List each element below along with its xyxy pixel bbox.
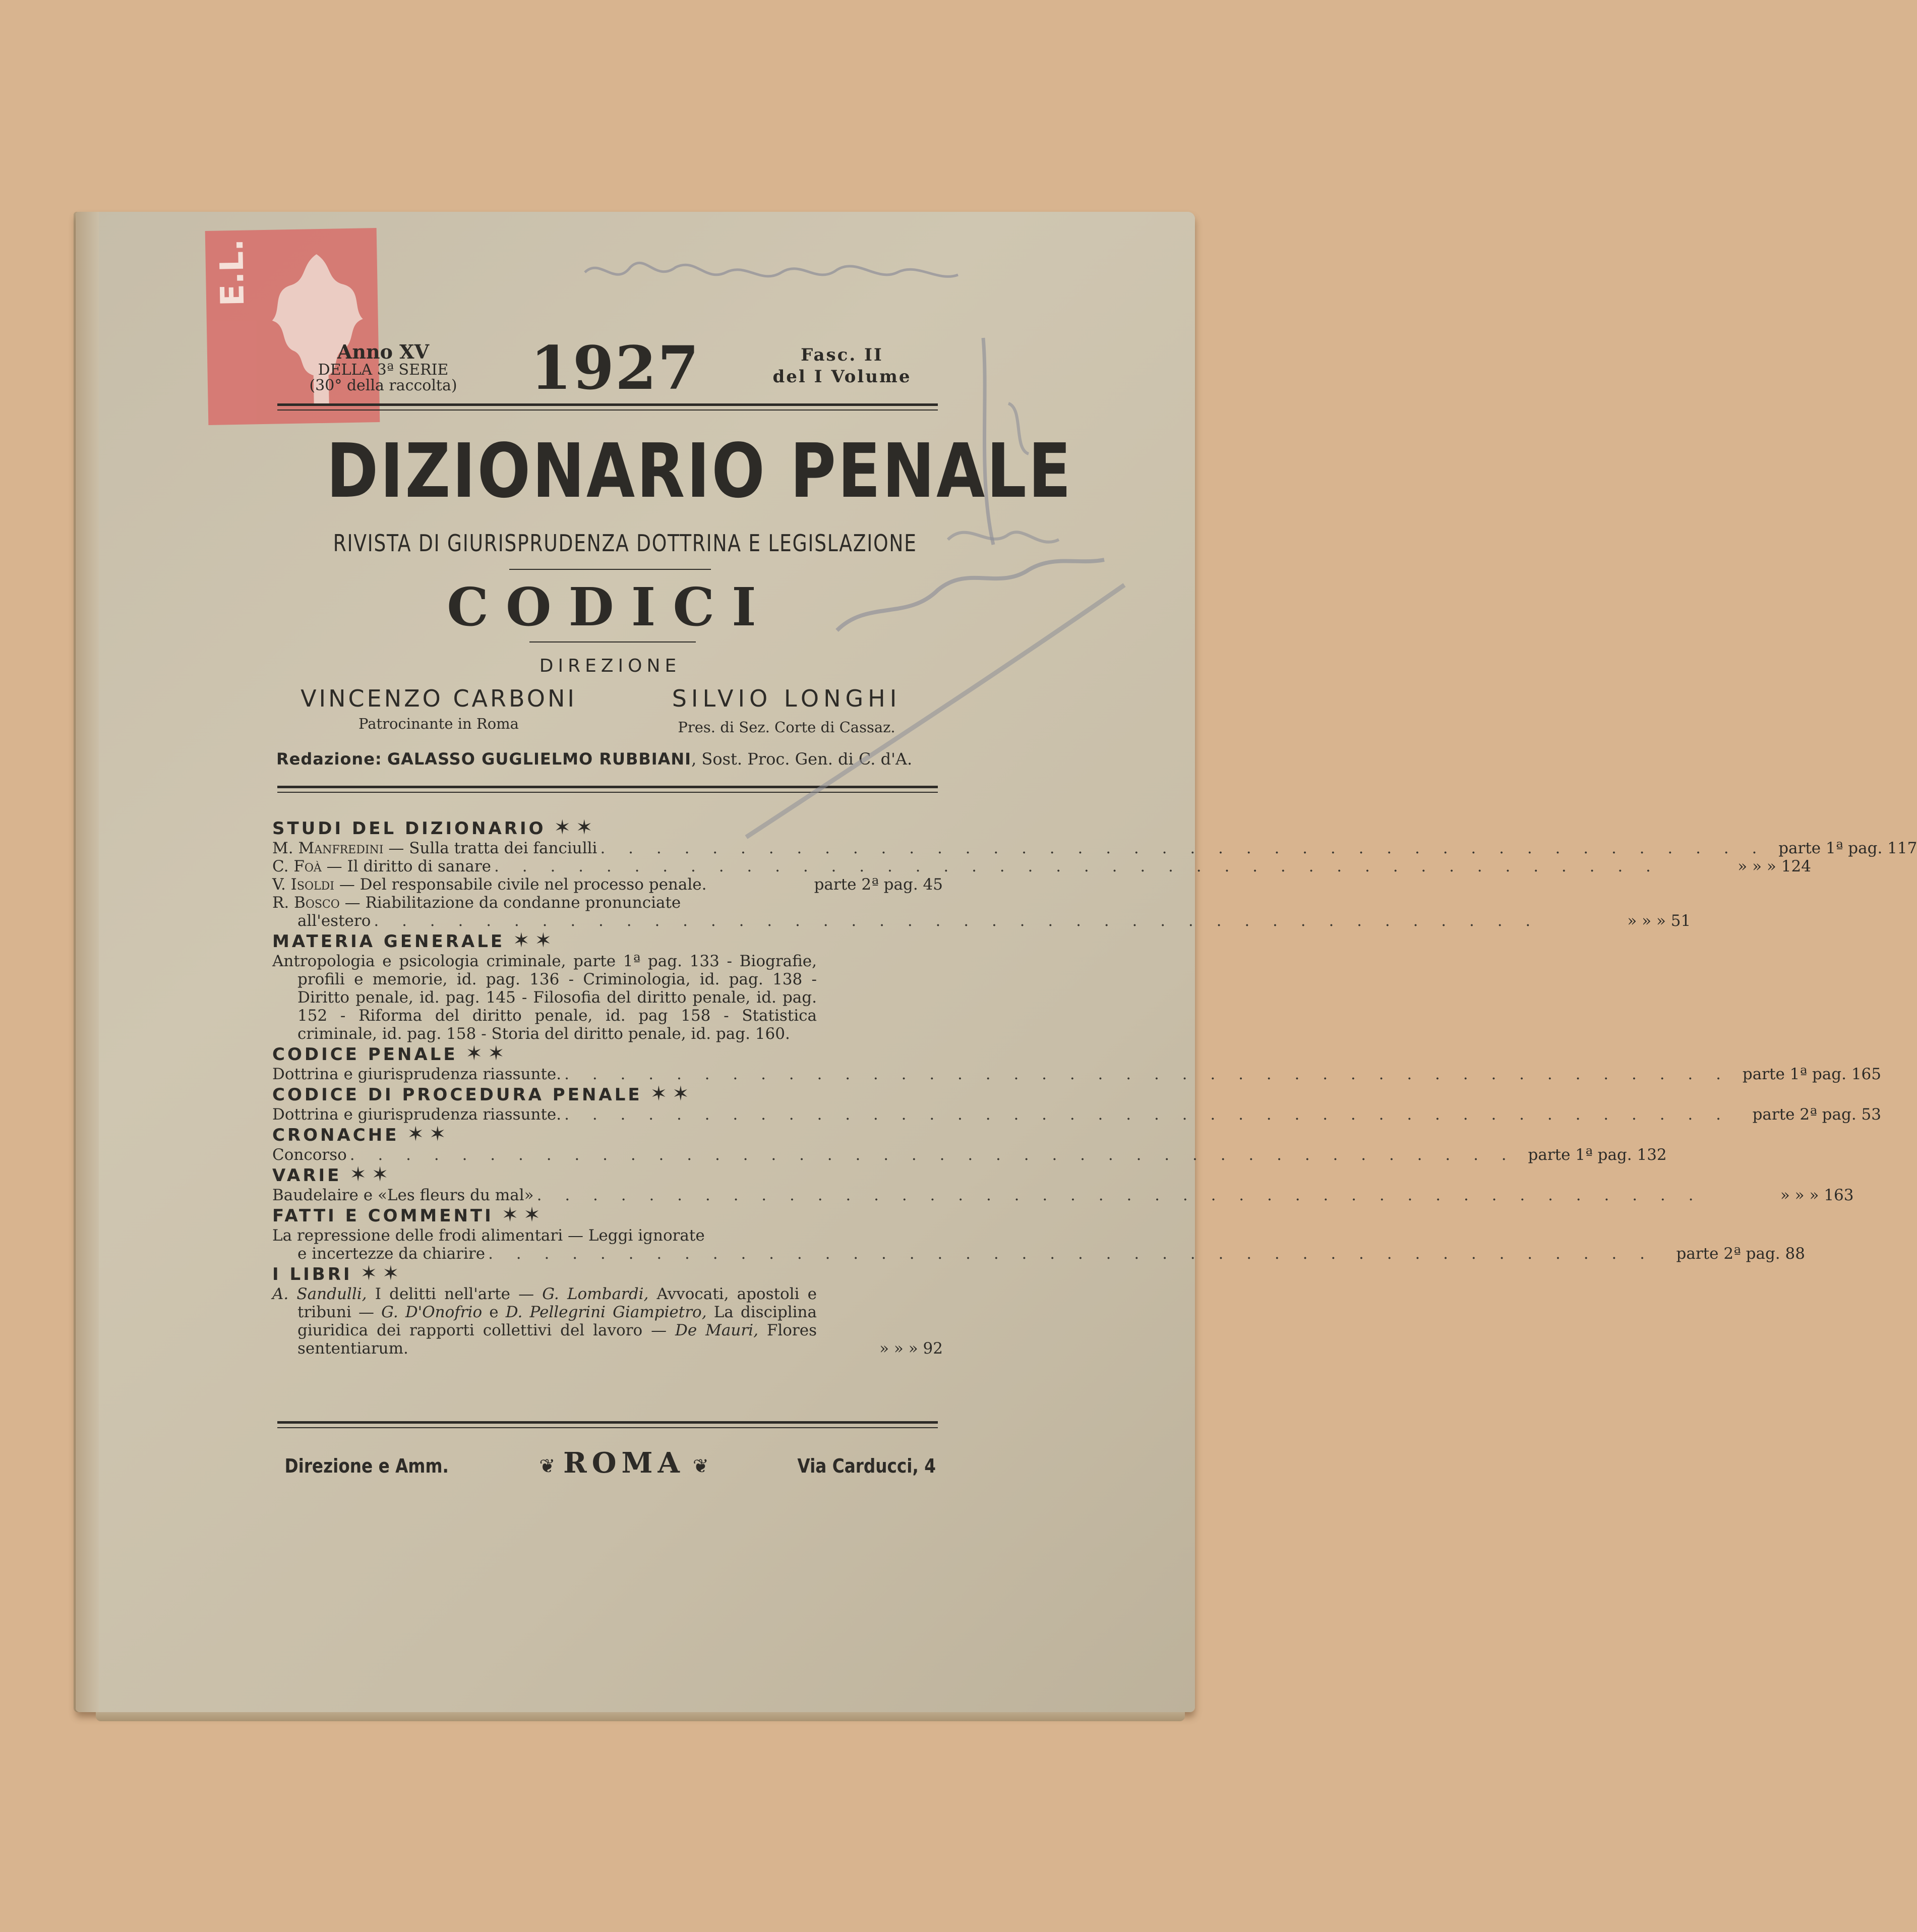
list-item: C. Foà — Il diritto di sanare . . . . . . . . . . . . . . . . . . . . . . . . . . . . . . . . . . . . . . . . . . » » » 124	[272, 857, 1811, 875]
list-item: R. Bosco — Riabilitazione da condanne pronunciate	[272, 894, 681, 912]
section-varie	[272, 1163, 1854, 1204]
list-item: V. Isoldi — Del responsabile civile nel processo penale. parte 2ª pag. 45	[272, 875, 943, 894]
editor-left-name: VINCENZO CARBONI	[301, 685, 577, 712]
volume-label: del I Volume	[772, 366, 912, 387]
redazione-role: , Sost. Proc. Gen. di C. d'A.	[691, 749, 913, 769]
stars-icon: ✶✶	[501, 1203, 546, 1226]
footer-address: Via Carducci, 4	[797, 1455, 936, 1477]
section-text: Antropologia e psicologia criminale, parte 1ª pag. 133 - Biografie, profili e memorie, id. pag. 136 - Criminologia, id. pag. 138 - Diritto penale, id. pag. 145 - Filosofia del diritto penale, id. pag. 152 - Riforma del diritto penale, id. pag 158 - Statistica criminale, id. pag. 158 - Storia del diritto penale, id. pag. 160.	[272, 952, 817, 1043]
stars-icon: ✶✶	[349, 1163, 394, 1186]
section-title: CODICE PENALE	[272, 1044, 458, 1065]
section-materia	[272, 930, 943, 1043]
section-title: MATERIA GENERALE	[272, 931, 505, 952]
section-title: VARIE	[272, 1165, 342, 1186]
stars-icon: ✶✶	[465, 1042, 510, 1065]
footer-left: Direzione e Amm.	[284, 1455, 449, 1477]
list-item: Baudelaire e «Les fleurs du mal» . . . . . . . . . . . . . . . . . . . . . . . . . . . . . . . . . . . . . . . . . . » » » 163	[272, 1186, 1854, 1204]
stars-icon: ✶✶	[513, 929, 557, 952]
list-item: Dottrina e giurisprudenza riassunte. . . . . . . . . . . . . . . . . . . . . . . . . . . . . . . . . . . . . . . . . . . parte 2ª pag. 53	[272, 1105, 1881, 1124]
anno-label: Anno XV	[337, 340, 430, 363]
footer	[271, 1446, 947, 1480]
pencil-stroke	[837, 560, 1104, 630]
list-item-continued: all'estero . . . . . . . . . . . . . . . . . . . . . . . . . . . . . . . . . . . . . . . . . . » » » 51	[297, 912, 1691, 930]
stars-icon: ✶✶	[360, 1262, 404, 1285]
stars-icon: ✶✶	[554, 816, 598, 839]
fleuron-icon: ❦	[692, 1455, 709, 1477]
fascicolo-label: Fasc. II	[801, 345, 883, 365]
direzione-label: DIREZIONE	[539, 656, 681, 676]
section-title: CODICE DI PROCEDURA PENALE	[272, 1085, 642, 1105]
pencil-stroke	[746, 585, 1124, 837]
redazione-names: GALASSO GUGLIELMO RUBBIANI	[387, 749, 692, 769]
section-title: CRONACHE	[272, 1125, 399, 1145]
editor-right-name: SILVIO LONGHI	[672, 685, 902, 712]
list-item: La repressione delle frodi alimentari — Leggi ignorate	[272, 1226, 705, 1245]
pencil-stroke	[983, 338, 993, 545]
table-of-contents	[272, 816, 1917, 1358]
editor-right-role: Pres. di Sez. Corte di Cassaz.	[678, 719, 895, 736]
editor-left-role: Patrocinante in Roma	[358, 715, 519, 732]
list-item-continued: e incertezze da chiarire . . . . . . . . . . . . . . . . . . . . . . . . . . . . . . . . . . . . . . . . . . parte 2ª pag. 88	[297, 1245, 1805, 1263]
list-item: A. Sandulli, I delitti nell'arte — G. Lombardi, Avvocati, apostoli e tribuni — G. D'Onofrio e D. Pellegrini Giampietro, La disciplina giuridica dei rapporti collettivi del lavoro — De Mauri, Flores sententiarum. » » » 92	[272, 1285, 943, 1358]
section-cronache	[272, 1123, 1667, 1164]
section-codice-penale	[272, 1042, 1881, 1083]
section-text: A. Sandulli, I delitti nell'arte — G. Lombardi, Avvocati, apostoli e tribuni — G. D'Onofrio e D. Pellegrini Giampietro, La disciplina giuridica dei rapporti collettivi del lavoro — De Mauri, Flores sententiarum.	[272, 1285, 817, 1358]
list-item: Concorso . . . . . . . . . . . . . . . . . . . . . . . . . . . . . . . . . . . . . . . . . . parte 1ª pag. 132	[272, 1146, 1667, 1164]
masthead-subtitle: RIVISTA DI GIURISPRUDENZA DOTTRINA E LEGISLAZIONE	[333, 530, 917, 557]
section-title: FATTI E COMMENTI	[272, 1206, 494, 1226]
stars-icon: ✶✶	[407, 1123, 451, 1146]
year: 1927	[530, 333, 700, 403]
footer-rule-thin	[277, 1427, 938, 1428]
signature-mark	[585, 263, 958, 276]
section-fatti	[272, 1203, 1805, 1263]
raccolta-label: (30° della raccolta)	[309, 377, 457, 395]
serie-label: DELLA 3ª SERIE	[318, 361, 449, 379]
section-libri	[272, 1263, 943, 1358]
section-title: STUDI DEL DIZIONARIO	[272, 818, 546, 839]
pencil-stroke	[948, 532, 1059, 542]
pencil-annotations	[555, 237, 1160, 852]
library-stamp	[205, 228, 380, 425]
list-item: Dottrina e giurisprudenza riassunte. . . . . . . . . . . . . . . . . . . . . . . . . . . . . . . . . . . . . . . . . . . parte 1ª pag. 165	[272, 1065, 1881, 1083]
issue-info-left	[282, 342, 484, 394]
section-procedura	[272, 1082, 1881, 1124]
codici-title: CODICI	[447, 576, 773, 638]
stars-icon: ✶✶	[650, 1082, 694, 1105]
footer-rule-thick	[277, 1421, 938, 1424]
stamp-text: E.L.	[213, 239, 252, 307]
masthead-title: DIZIONARIO PENALE	[326, 428, 1073, 514]
section-title: I LIBRI	[272, 1264, 352, 1284]
list-item: M. Manfredini — Sulla tratta dei fanciulli . . . . . . . . . . . . . . . . . . . . . . . . . . . . . . . . . . . . . . . . . . parte 1ª pag. 117	[272, 839, 1917, 857]
pencil-stroke	[1008, 403, 1029, 454]
fleuron-icon: ❦	[539, 1455, 556, 1477]
redazione-label: Redazione:	[276, 749, 382, 769]
footer-city: ROMA	[563, 1446, 685, 1480]
